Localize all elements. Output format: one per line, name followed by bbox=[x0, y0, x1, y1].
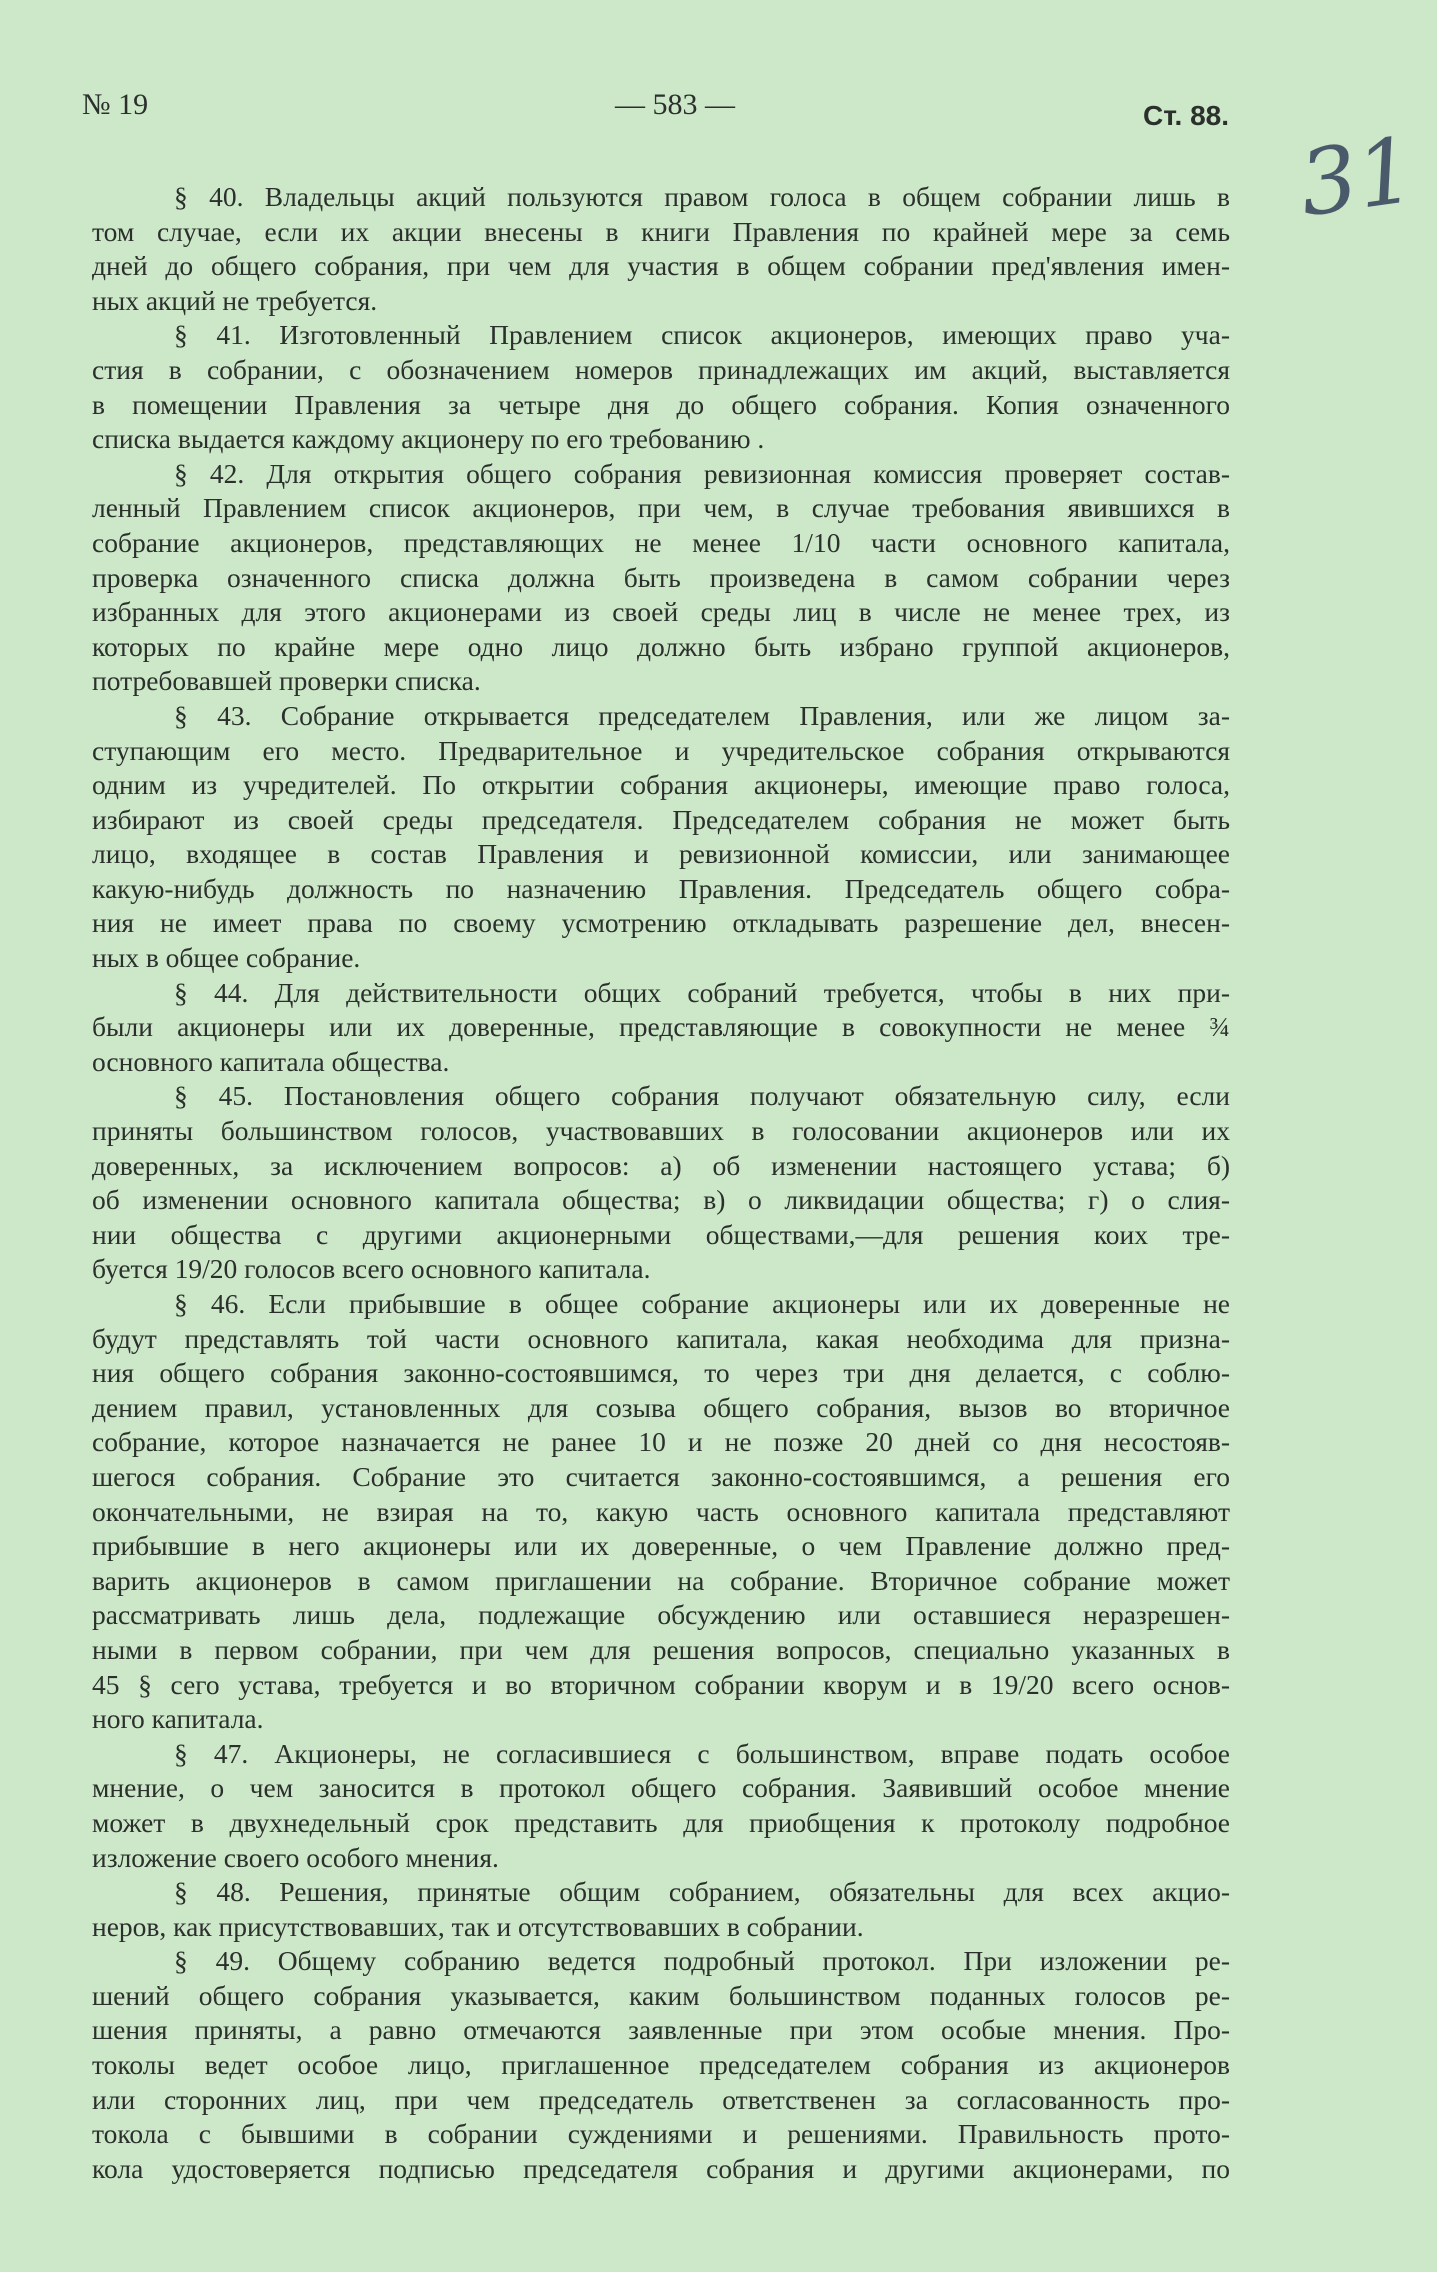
text-line: токолы ведет особое лицо, приглашенное председателем собрания из акционеров bbox=[92, 2049, 1230, 2081]
text-line: изложение своего особого мнения. bbox=[92, 1841, 499, 1873]
text-line: ступающим его место. Предварительное и учредительское собрания открываются bbox=[92, 734, 1230, 766]
text-line: § 43. Собрание открывается председателем Правления, или же лицом за- bbox=[174, 699, 1230, 731]
text-line: прибывшие в него акционеры или их доверенные, о чем Правление должно пред- bbox=[92, 1530, 1230, 1562]
page-number: — 583 — bbox=[615, 88, 735, 121]
paragraph bbox=[92, 699, 1230, 976]
text-line: будут представлять той части основного капитала, какая необходима для призна- bbox=[92, 1322, 1230, 1354]
text-line: § 49. Общему собранию ведется подробный протокол. При изложении ре- bbox=[174, 1945, 1230, 1977]
text-line: неров, как присутствовавших, так и отсутствовавших в собрании. bbox=[92, 1910, 864, 1942]
text-line: собрание акционеров, представляющих не менее 1/10 части основного капитала, bbox=[92, 526, 1230, 558]
text-line: проверка означенного списка должна быть произведена в самом собрании через bbox=[92, 561, 1230, 593]
text-line: может в двухнедельный срок представить для приобщения к протоколу подробное bbox=[92, 1806, 1230, 1838]
paragraph bbox=[92, 457, 1230, 699]
text-line: стия в собрании, с обозначением номеров принадлежащих им акций, выставляется bbox=[92, 353, 1230, 385]
text-line: ного капитала. bbox=[92, 1703, 264, 1735]
text-line: токола с бывшими в собрании суждениями и решениями. Правильность прото- bbox=[92, 2118, 1230, 2150]
text-line: избирают из своей среды председателя. Председателем собрания не может быть bbox=[92, 803, 1230, 835]
text-line: основного капитала общества. bbox=[92, 1045, 450, 1077]
text-line: какую-нибудь должность по назначению Правления. Председатель общего собра- bbox=[92, 872, 1230, 904]
text-line: доверенных, за исключением вопросов: а) об изменении настоящего устава; б) bbox=[92, 1149, 1230, 1181]
text-line: § 48. Решения, принятые общим собранием, обязательны для всех акцио- bbox=[174, 1876, 1230, 1908]
text-line: об изменении основного капитала общества; в) о ликвидации общества; г) о слия- bbox=[92, 1184, 1230, 1216]
text-line: потребовавшей проверки списка. bbox=[92, 665, 481, 697]
text-line: нии общества с другими акционерными обществами,—для решения коих тре- bbox=[92, 1218, 1230, 1250]
document-body bbox=[92, 180, 1230, 2186]
text-line: шения приняты, а равно отмечаются заявленные при этом особые мнения. Про- bbox=[92, 2014, 1230, 2046]
text-line: ных в общее собрание. bbox=[92, 942, 361, 974]
paragraph bbox=[92, 1079, 1230, 1287]
text-line: были акционеры или их доверенные, представляющие в совокупности не менее ¾ bbox=[92, 1011, 1230, 1043]
text-line: ными в первом собрании, при чем для решения вопросов, специально указанных в bbox=[92, 1633, 1230, 1665]
text-line: 45 § сего устава, требуется и во вторичном собрании кворум и в 19/20 всего основ- bbox=[92, 1668, 1230, 1700]
paragraph bbox=[92, 318, 1230, 456]
text-line: мнение, о чем заносится в протокол общего собрания. Заявивший особое мнение bbox=[92, 1772, 1230, 1804]
article-number: Ст. 88. bbox=[1143, 100, 1229, 131]
paragraph bbox=[92, 180, 1230, 318]
text-line: дением правил, установленных для созыва общего собрания, вызов во вторичное bbox=[92, 1391, 1230, 1423]
text-line: кола удостоверяется подписью председателя собрания и другими акционерами, по bbox=[92, 2152, 1230, 2184]
text-line: шегося собрания. Собрание это считается законно-состоявшимся, а решения его bbox=[92, 1460, 1230, 1492]
text-line: или сторонних лиц, при чем председатель ответственен за согласованность про- bbox=[92, 2083, 1230, 2115]
paragraph bbox=[92, 1875, 1230, 1944]
paragraph bbox=[92, 1944, 1230, 2186]
paragraph bbox=[92, 976, 1230, 1080]
text-line: § 40. Владельцы акций пользуются правом голоса в общем собрании лишь в bbox=[174, 181, 1230, 212]
paragraph bbox=[92, 1287, 1230, 1737]
text-line: рассматривать лишь дела, подлежащие обсуждению или оставшиеся неразрешен- bbox=[92, 1599, 1230, 1631]
text-line: § 44. Для действительности общих собраний требуется, чтобы в них при- bbox=[174, 976, 1230, 1008]
text-line: окончательными, не взирая на то, какую часть основного капитала представляют bbox=[92, 1495, 1230, 1527]
text-line: ленный Правлением список акционеров, при чем, в случае требования явившихся в bbox=[92, 492, 1230, 524]
text-line: § 42. Для открытия общего собрания ревизионная комиссия проверяет состав- bbox=[174, 457, 1230, 489]
text-line: § 46. Если прибывшие в общее собрание акционеры или их доверенные не bbox=[174, 1288, 1230, 1319]
text-line: ных акций не требуется. bbox=[92, 284, 378, 316]
text-line: собрание, которое назначается не ранее 10 и не позже 20 дней со дня несостояв- bbox=[92, 1426, 1230, 1458]
text-line: варить акционеров в самом приглашении на собрание. Вторичное собрание может bbox=[92, 1564, 1230, 1596]
handwritten-folio-mark: 31 bbox=[1293, 117, 1422, 238]
text-line: одним из учредителей. По открытии собрания акционеры, имеющие право голоса, bbox=[92, 769, 1230, 801]
text-line: том случае, если их акции внесены в книги Правления по крайней мере за семь bbox=[92, 215, 1230, 247]
text-line: буется 19/20 голосов всего основного капитала. bbox=[92, 1253, 651, 1285]
text-line: списка выдается каждому акционеру по его требованию . bbox=[92, 423, 765, 455]
text-line: в помещении Правления за четыре дня до общего собрания. Копия означенного bbox=[92, 388, 1230, 420]
text-line: которых по крайне мере одно лицо должно быть избрано группой акционеров, bbox=[92, 630, 1230, 662]
text-line: § 47. Акционеры, не согласившиеся с большинством, вправе подать особое bbox=[174, 1737, 1230, 1769]
text-line: § 45. Постановления общего собрания получают обязательную силу, если bbox=[174, 1080, 1230, 1112]
paragraph bbox=[92, 1737, 1230, 1875]
text-line: приняты большинством голосов, участвовавших в голосовании акционеров или их bbox=[92, 1115, 1230, 1147]
text-line: ния не имеет права по своему усмотрению откладывать разрешение дел, внесен- bbox=[92, 907, 1230, 939]
text-line: шений общего собрания указывается, каким большинством поданных голосов ре- bbox=[92, 1979, 1230, 2011]
text-line: ния общего собрания законно-состоявшимся, то через три дня делается, с соблю- bbox=[92, 1357, 1230, 1389]
text-line: дней до общего собрания, при чем для участия в общем собрании пред'явления имен- bbox=[92, 250, 1230, 282]
text-line: лицо, входящее в состав Правления и ревизионной комиссии, или занимающее bbox=[92, 838, 1230, 870]
text-line: избранных для этого акционерами из своей среды лиц в числе не менее трех, из bbox=[92, 596, 1230, 628]
issue-number: № 19 bbox=[82, 88, 149, 121]
text-line: § 41. Изготовленный Правлением список акционеров, имеющих право уча- bbox=[174, 319, 1230, 351]
